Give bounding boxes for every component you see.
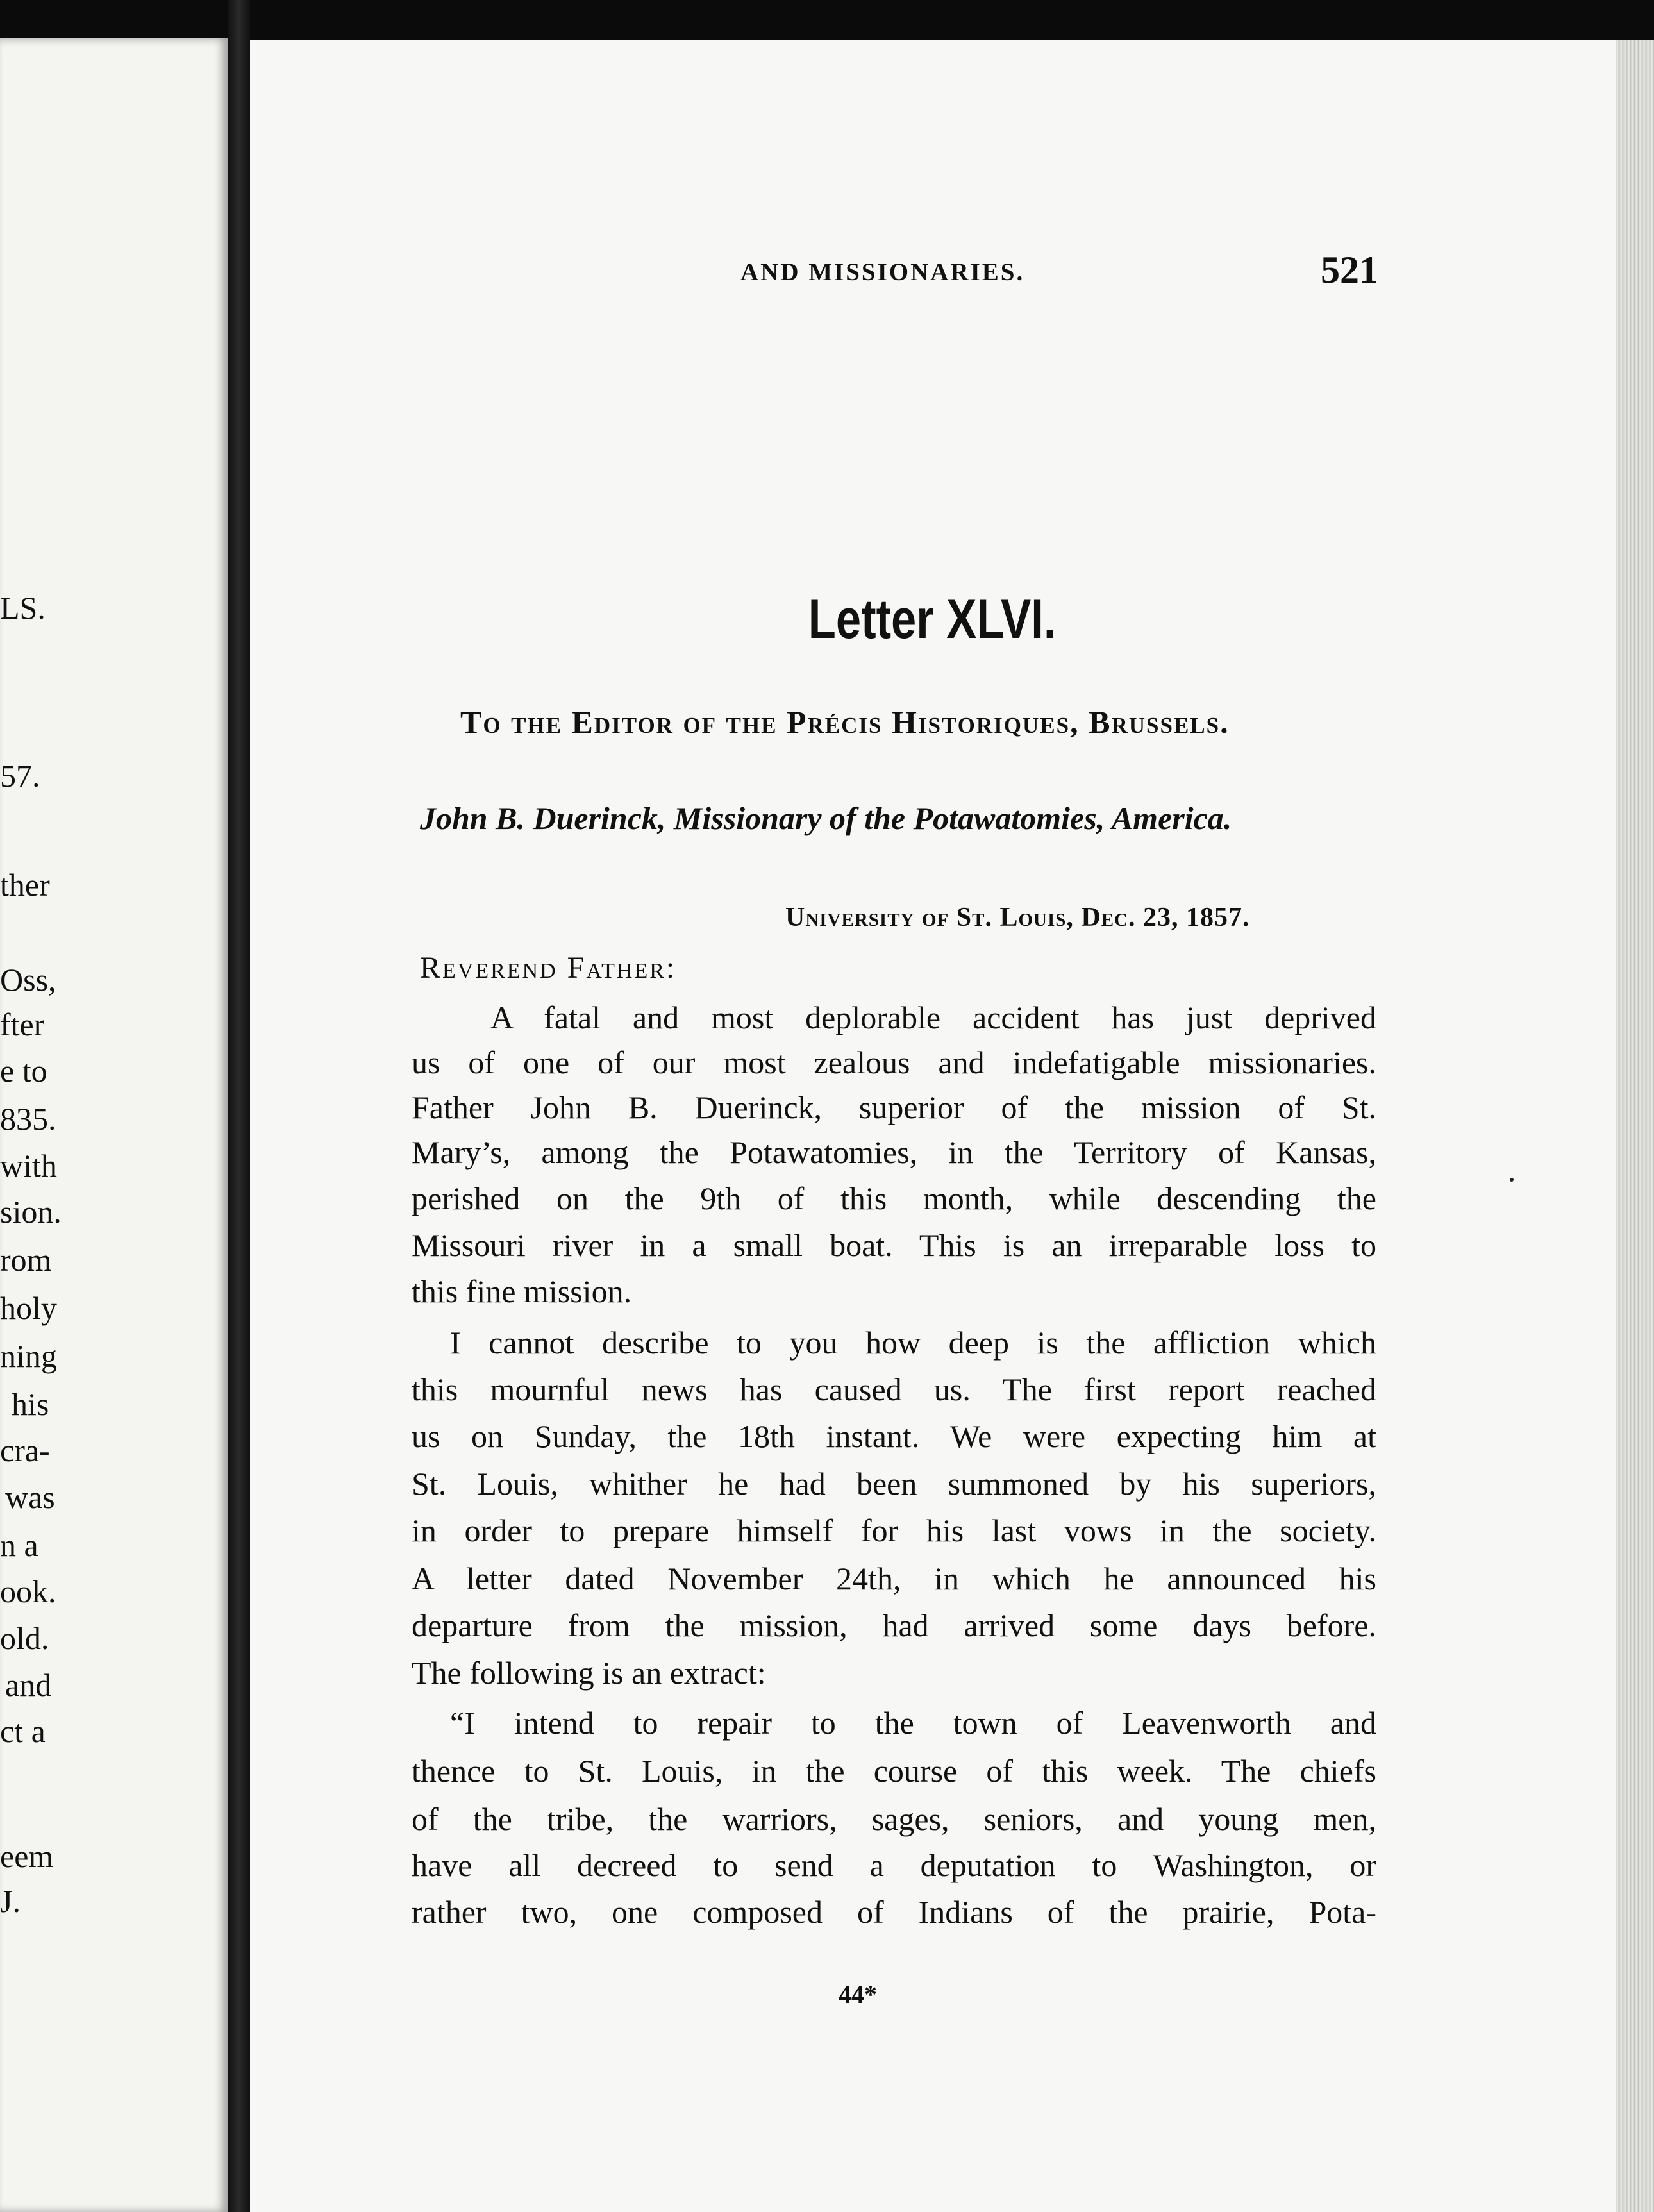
text-line: St. Louis, whither he had been summoned by his superiors, [412, 1466, 1376, 1502]
left-fragment: with [0, 1148, 57, 1184]
author-byline: John B. Duerinck, Missionary of the Potawatomies, America. [420, 800, 1232, 836]
left-fragment: ook. [0, 1573, 56, 1609]
text-line: have all decreed to send a deputation to Washington, or [412, 1847, 1376, 1883]
running-head: AND MISSIONARIES. [740, 258, 1025, 286]
paper-speck [1510, 1178, 1514, 1182]
text-line: perished on the 9th of this month, while descending the [412, 1180, 1376, 1216]
left-fragment: ct a [0, 1713, 46, 1749]
text-line: this mournful news has caused us. The first report reached [412, 1371, 1376, 1407]
text-line: rather two, one composed of Indians of the prairie, Pota- [412, 1894, 1376, 1930]
left-fragment: 57. [0, 758, 40, 794]
signature-mark: 44* [839, 1980, 877, 2009]
text-line: Father John B. Duerinck, superior of the mission of St. [412, 1089, 1376, 1125]
left-fragment: was [5, 1479, 55, 1515]
left-fragment: Oss, [0, 962, 56, 998]
letter-title: Letter XLVI. [808, 589, 1057, 650]
left-fragment: ning [0, 1338, 57, 1374]
page-edges [1616, 40, 1654, 2212]
text-line: Missouri river in a small boat. This is an irreparable loss to [412, 1227, 1376, 1263]
left-fragment: fter [0, 1007, 45, 1043]
left-fragment: n a [0, 1527, 38, 1563]
left-fragment: old. [0, 1620, 49, 1656]
left-fragment: sion. [0, 1194, 62, 1230]
left-fragment: rom [0, 1242, 52, 1278]
dateline: University of St. Louis, Dec. 23, 1857. [785, 903, 1250, 932]
left-fragment: holy [0, 1290, 57, 1326]
text-line: us of one of our most zealous and indefatigable missionaries. [412, 1044, 1376, 1080]
text-line: The following is an extract: [412, 1655, 766, 1691]
left-fragment: LS. [0, 590, 46, 626]
left-fragment: ther [0, 867, 50, 903]
text-line: us on Sunday, the 18th instant. We were expecting him at [412, 1418, 1376, 1454]
text-line: thence to St. Louis, in the course of this week. The chiefs [412, 1753, 1376, 1789]
left-fragment: and [5, 1667, 52, 1703]
text-line: departure from the mission, had arrived some days before. [412, 1607, 1376, 1643]
right-page [250, 40, 1616, 2212]
text-line: this fine mission. [412, 1273, 632, 1309]
text-line: “I intend to repair to the town of Leavenworth and [450, 1705, 1376, 1741]
left-fragment: 835. [0, 1101, 56, 1137]
left-page-edge [0, 38, 228, 2212]
text-line: in order to prepare himself for his last vows in the society. [412, 1512, 1376, 1548]
salutation: Reverend Father: [420, 951, 677, 985]
text-line: of the tribe, the warriors, sages, seniors, and young men, [412, 1801, 1376, 1837]
left-fragment: J. [0, 1883, 21, 1919]
left-fragment: his [12, 1386, 49, 1422]
text-line: A letter dated November 24th, in which he announced his [412, 1561, 1376, 1596]
left-fragment: eem [0, 1838, 54, 1874]
text-line: Mary’s, among the Potawatomies, in the Territory of Kansas, [412, 1134, 1376, 1170]
book-gutter [228, 0, 250, 2212]
left-fragment: e to [0, 1053, 47, 1089]
text-line: I cannot describe to you how deep is the affliction which [450, 1325, 1376, 1361]
page-number: 521 [1321, 249, 1378, 291]
text-line: A fatal and most deplorable accident has just deprived [490, 1000, 1376, 1035]
left-fragment: cra- [0, 1432, 50, 1468]
addressee-line: To the Editor of the Précis Historiques, Brussels. [460, 704, 1230, 740]
